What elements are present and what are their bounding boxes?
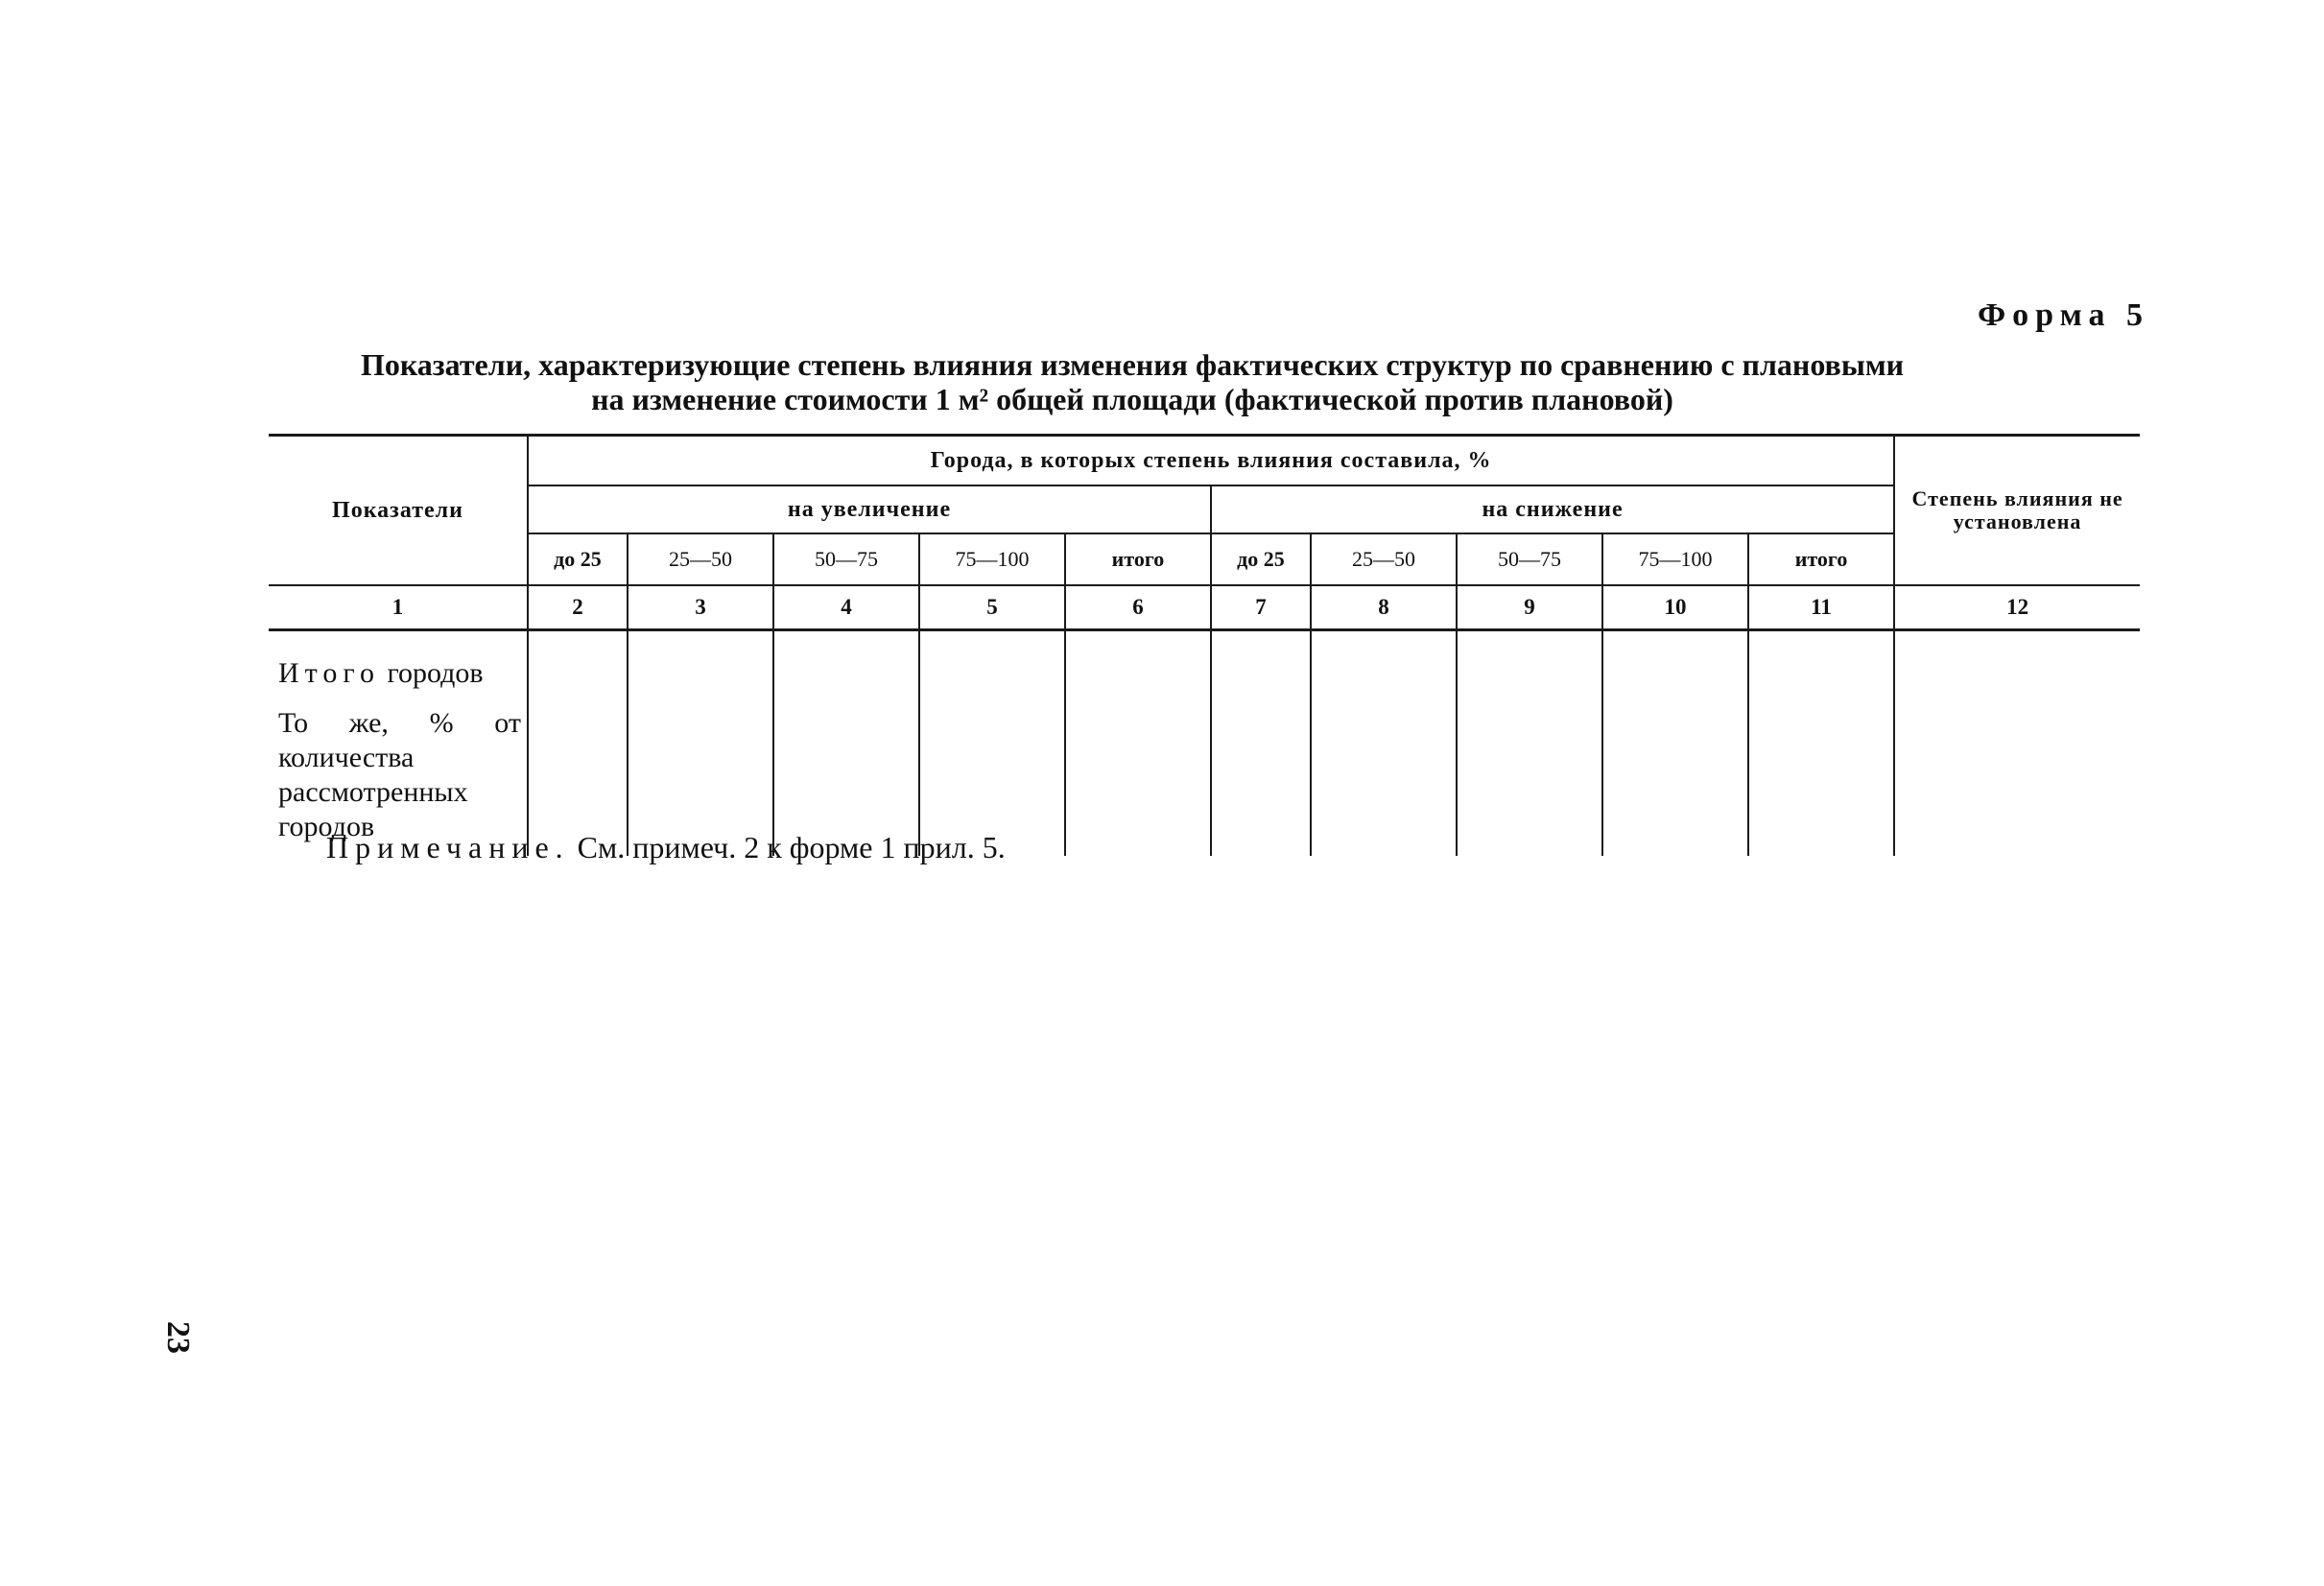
footnote-heading: Примечание. <box>326 830 570 864</box>
empty-data-cell <box>1894 630 2140 857</box>
document-title <box>259 347 2005 416</box>
header-decrease: на снижение <box>1211 485 1894 533</box>
header-range-dec-upto25: до 25 <box>1211 533 1311 585</box>
column-number: 9 <box>1457 585 1602 630</box>
column-number: 3 <box>628 585 773 630</box>
empty-data-cell <box>919 630 1065 857</box>
column-number-row <box>269 585 2140 630</box>
header-range-dec-total: итого <box>1748 533 1894 585</box>
header-range-dec-75-100: 75—100 <box>1602 533 1748 585</box>
column-number: 1 <box>269 585 528 630</box>
header-range-inc-50-75: 50—75 <box>773 533 919 585</box>
column-number: 11 <box>1748 585 1894 630</box>
header-range-dec-25-50: 25—50 <box>1311 533 1457 585</box>
header-range-inc-75-100: 75—100 <box>919 533 1065 585</box>
title-line-1: Показатели, характеризующие степень влияния изменения фактических структур по сравнению с плановыми <box>360 347 1905 382</box>
header-not-established: Степень влияния не установлена <box>1894 436 2140 586</box>
empty-data-cell <box>628 630 773 857</box>
header-range-inc-upto25: до 25 <box>528 533 628 585</box>
empty-data-cell <box>1211 630 1311 857</box>
header-indicators: Показатели <box>269 436 528 586</box>
header-cities-group: Города, в которых степень влияния составила, % <box>528 436 1894 486</box>
column-number: 7 <box>1211 585 1311 630</box>
empty-data-cell <box>1065 630 1211 857</box>
form-table-container <box>269 434 2140 856</box>
footnote <box>326 830 1006 865</box>
empty-data-cell <box>1311 630 1457 857</box>
row-label-total-cities: Итого городов <box>278 657 484 689</box>
column-number: 10 <box>1602 585 1748 630</box>
header-range-dec-50-75: 50—75 <box>1457 533 1602 585</box>
empty-data-cell <box>773 630 919 857</box>
column-number: 4 <box>773 585 919 630</box>
table-body-row <box>269 630 2140 857</box>
column-number: 12 <box>1894 585 2140 630</box>
empty-data-cell <box>1748 630 1894 857</box>
header-increase: на увеличение <box>528 485 1211 533</box>
header-range-inc-25-50: 25—50 <box>628 533 773 585</box>
column-number: 6 <box>1065 585 1211 630</box>
column-number: 8 <box>1311 585 1457 630</box>
column-number: 2 <box>528 585 628 630</box>
header-range-inc-total: итого <box>1065 533 1211 585</box>
form-table <box>269 434 2140 856</box>
form-number-label: Форма 5 <box>1977 297 2149 333</box>
row-labels-cell <box>269 630 528 857</box>
empty-data-cell <box>528 630 628 857</box>
footnote-text: См. примеч. 2 к форме 1 прил. 5. <box>577 830 1006 864</box>
page-number: 23 <box>160 1321 196 1354</box>
column-number: 5 <box>919 585 1065 630</box>
title-line-2: на изменение стоимости 1 м² общей площади (фактической против плановой) <box>591 382 1673 416</box>
empty-data-cell <box>1602 630 1748 857</box>
empty-data-cell <box>1457 630 1602 857</box>
row-label-percent-cities: То же, % от количества рассмотренных городов <box>278 707 521 842</box>
